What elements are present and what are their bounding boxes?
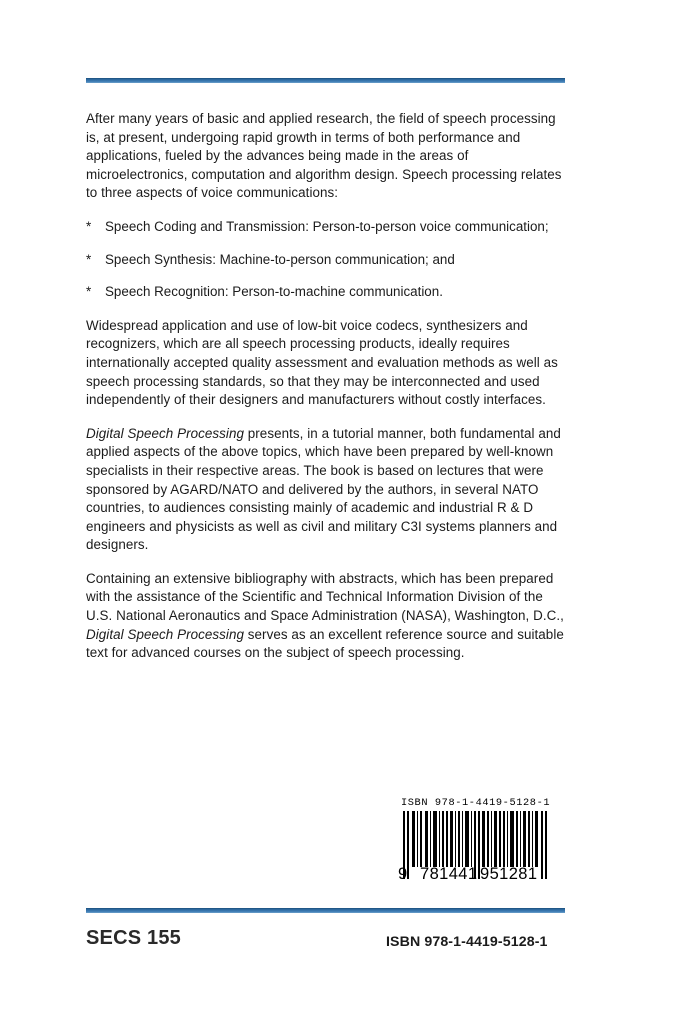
list-item xyxy=(86,251,568,270)
paragraph-bibliography-post: serves as an excellent reference source and suitable text for advanced courses on the subject of speech processing. xyxy=(86,626,564,661)
paragraph-bibliography-pre: Containing an extensive bibliography with abstracts, which has been prepared with the assistance of the Scientific and Technical Information Division of the U.S. National Aeronautics and Space Administration (NASA), Washington, D.C., xyxy=(86,570,564,624)
bullet-marker-icon: * xyxy=(86,218,92,234)
paragraph-book-description-rest: presents, in a tutorial manner, both fundamental and applied aspects of the above topics, which have been prepared by well-known specialists in their respective areas. The book is based on lectures that were sponsored by AGARD/NATO and delivered by the authors, in several NATO countries, to audiences consisting mainly of academic and industrial R & D engineers and physicists as well as civil and military C3I systems planners and designers. xyxy=(86,425,561,553)
list-item xyxy=(86,218,568,237)
bullet-marker-icon: * xyxy=(86,251,92,267)
list-item xyxy=(86,283,568,302)
aspects-list xyxy=(86,218,568,302)
ean-lead-digit: 9 xyxy=(398,865,408,883)
ean-left-group: 781441 xyxy=(420,865,478,883)
paragraph-book-description xyxy=(86,425,568,555)
bottom-rule xyxy=(86,908,565,913)
book-title-italic: Digital Speech Processing xyxy=(86,626,244,642)
paragraph-intro: After many years of basic and applied research, the field of speech processing is, at present, undergoing rapid growth in terms of both performance and applications, fueled by the advances being made in the areas of microelectronics, computation and algorithm design. Speech processing relates to three aspects of voice communications: xyxy=(86,111,562,201)
barcode-digits xyxy=(398,865,549,883)
top-rule xyxy=(86,78,565,83)
footer-isbn: ISBN 978-1-4419-5128-1 xyxy=(386,934,548,950)
barcode-isbn-label: ISBN 978-1-4419-5128-1 xyxy=(401,797,551,809)
barcode xyxy=(398,797,551,883)
list-item-label: Speech Coding and Transmission: Person-to-person voice communication; xyxy=(105,218,549,234)
paragraph-standards: Widespread application and use of low-bit voice codecs, synthesizers and recognizers, which are all speech processing products, ideally requires internationally accepted quality assessment and evaluation methods as well as speech processing standards, so that they may be interconnected and used independently of their designers and manufacturers without costly interfaces. xyxy=(86,317,558,408)
blurb-content xyxy=(86,110,568,678)
barcode-bars xyxy=(403,811,549,867)
series-code: SECS 155 xyxy=(86,927,181,949)
book-title-italic: Digital Speech Processing xyxy=(86,425,244,441)
list-item-label: Speech Recognition: Person-to-machine communication. xyxy=(105,284,443,300)
list-item-label: Speech Synthesis: Machine-to-person communication; and xyxy=(105,251,455,267)
ean-right-group: 951281 xyxy=(480,865,538,883)
paragraph-bibliography xyxy=(86,570,568,663)
bullet-marker-icon: * xyxy=(86,284,92,300)
